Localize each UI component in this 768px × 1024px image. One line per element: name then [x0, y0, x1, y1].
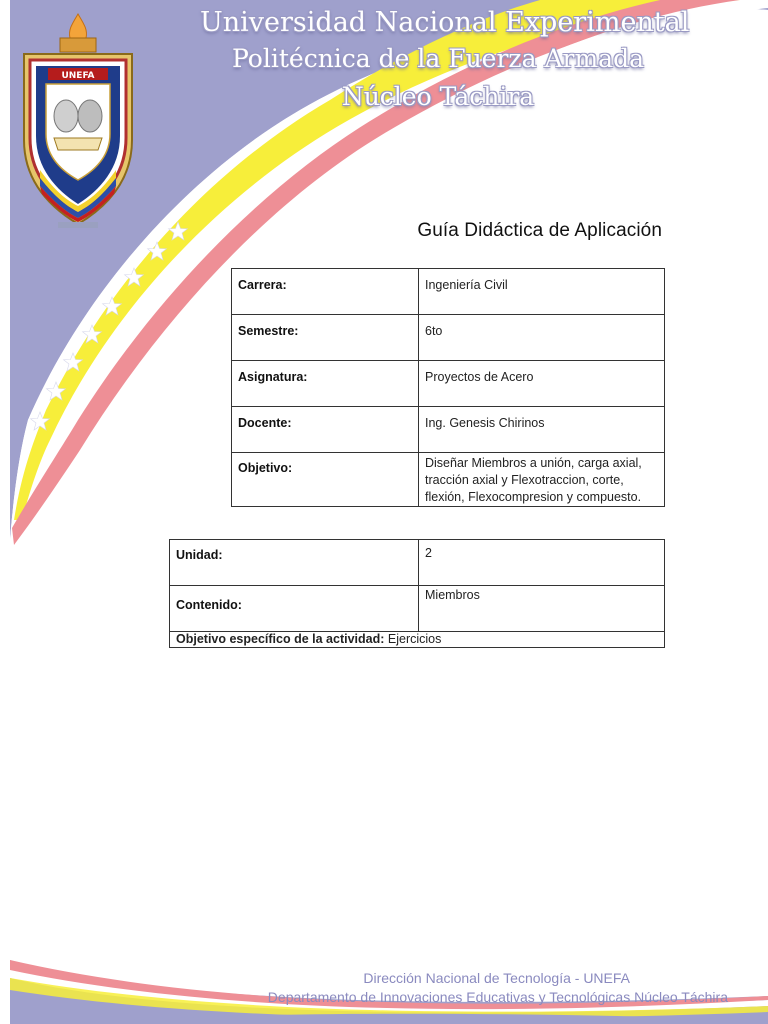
logo-acronym: UNEFA — [61, 71, 95, 81]
docente-value: Ing. Genesis Chirinos — [425, 416, 545, 430]
document-title: Guía Didáctica de Aplicación — [417, 220, 662, 241]
contenido-label: Contenido: — [176, 598, 242, 612]
table-row — [170, 632, 665, 648]
objetivo-label-cell — [232, 453, 419, 507]
university-name-line1: Universidad Nacional Experimental — [200, 7, 690, 38]
university-name-line3: Núcleo Táchira — [341, 82, 535, 111]
docente-value-cell — [419, 407, 665, 453]
table-row — [232, 453, 665, 507]
course-info-table — [231, 268, 665, 507]
semestre-value-cell — [419, 315, 665, 361]
docente-label-cell — [232, 407, 419, 453]
objetivo-label: Objetivo: — [238, 461, 293, 475]
table-row — [232, 361, 665, 407]
university-name-line2: Politécnica de la Fuerza Armada — [232, 44, 644, 73]
semestre-label: Semestre: — [238, 324, 299, 338]
asignatura-label: Asignatura: — [238, 370, 308, 384]
objetivo-especifico-value: Ejercicios — [387, 632, 442, 646]
semestre-value: 6to — [425, 324, 443, 338]
table-row — [232, 315, 665, 361]
objetivo-value-cell — [419, 453, 665, 507]
docente-label: Docente: — [238, 416, 292, 430]
footer-direction-line: Dirección Nacional de Tecnología - UNEFA — [363, 970, 630, 986]
unidad-value-cell — [419, 540, 665, 586]
asignatura-value-cell — [419, 361, 665, 407]
unefa-shield-logo — [14, 10, 142, 230]
footer-department-line: Departamento de Innovaciones Educativas y Tecnológicas Núcleo Táchira — [267, 989, 728, 1005]
contenido-label-cell — [170, 586, 419, 632]
contenido-value-cell — [419, 586, 665, 632]
carrera-label: Carrera: — [238, 278, 287, 292]
contenido-value: Miembros — [425, 588, 480, 602]
carrera-value: Ingeniería Civil — [425, 278, 508, 292]
semestre-label-cell — [232, 315, 419, 361]
table-row — [232, 269, 665, 315]
carrera-value-cell — [419, 269, 665, 315]
objetivo-especifico-cell — [170, 632, 665, 648]
objetivo-value: Diseñar Miembros a unión, carga axial, tracción axial y Flexotraccion, corte, flexión, Flexocompresion y compuesto. — [425, 456, 642, 504]
table-row — [170, 540, 665, 586]
asignatura-value: Proyectos de Acero — [425, 370, 534, 384]
asignatura-label-cell — [232, 361, 419, 407]
unit-info-table — [169, 539, 665, 648]
table-row — [170, 586, 665, 632]
unidad-label-cell — [170, 540, 419, 586]
carrera-label-cell — [232, 269, 419, 315]
unidad-label: Unidad: — [176, 548, 223, 562]
unidad-value: 2 — [425, 546, 432, 560]
objetivo-especifico-label: Objetivo específico de la actividad: — [176, 632, 385, 646]
table-row — [232, 407, 665, 453]
